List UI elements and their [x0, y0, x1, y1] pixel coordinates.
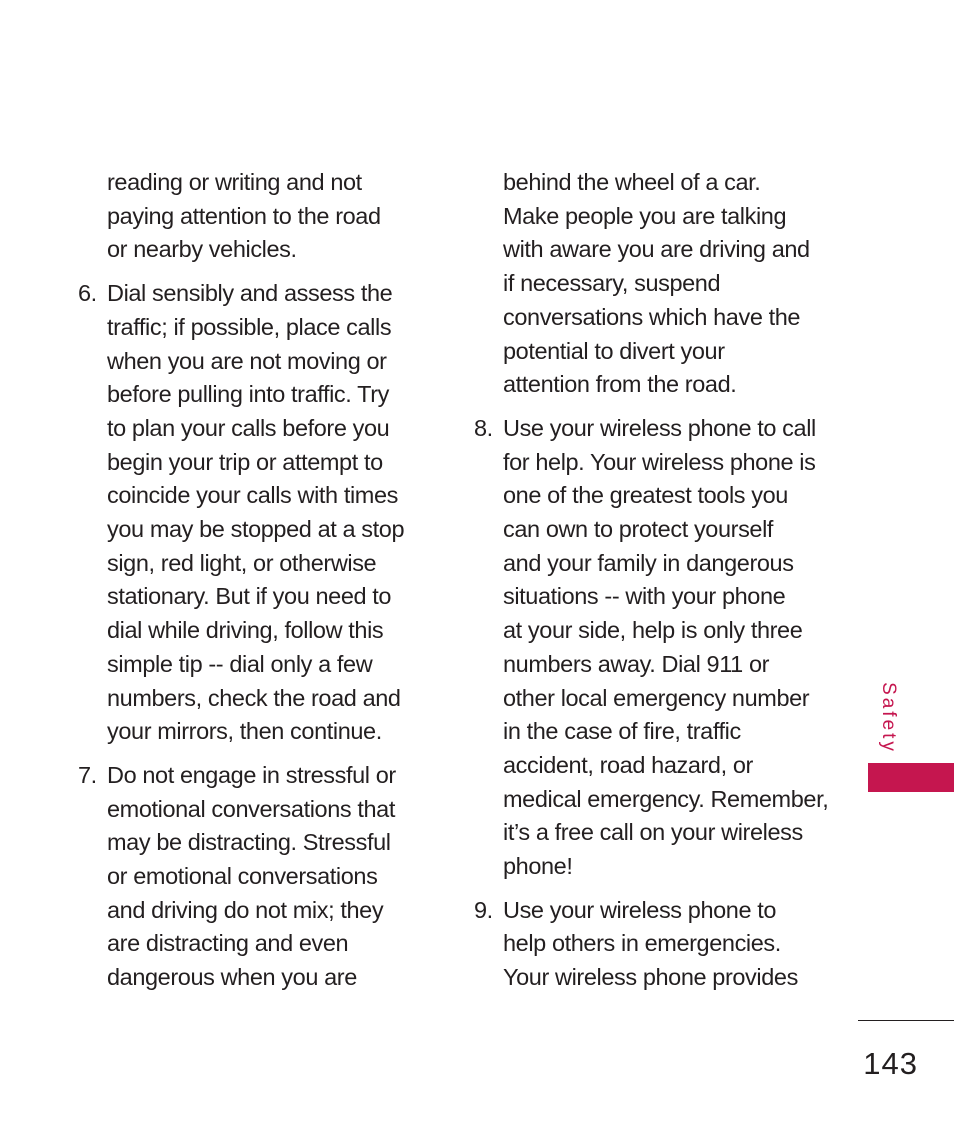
- section-tab-marker: [868, 763, 954, 792]
- section-tab-label: [868, 678, 908, 758]
- footer-divider: [858, 1020, 954, 1021]
- section-tab-text: Safety: [878, 682, 899, 754]
- list-item-9: [474, 894, 834, 995]
- item-text: Dial sensibly and assess the traffic; if possible, place calls when you are not moving or before pulling into traffic. Try to plan your calls before you begin your trip or attempt to coincide your calls with times you may be stopped at a stop sign, red light, or otherwise stationary. But if you need to dial while driving, follow this simple tip -- dial only a few numbers, check the road and your mirrors, then continue.: [107, 280, 405, 745]
- right-column: [474, 166, 834, 1005]
- list-item-8: [474, 412, 834, 884]
- item-text: Do not engage in stressful or emotional conversations that may be distracting. Stressful or emotional conversations and driving do not mix; they are distracting and even dangerous when you are: [107, 761, 396, 991]
- continuation-text: reading or writing and not paying attention to the road or nearby vehicles.: [107, 169, 381, 263]
- item-number: 7.: [78, 761, 97, 788]
- item-text: Use your wireless phone to help others in emergencies. Your wireless phone provides: [503, 896, 798, 991]
- item-text: Use your wireless phone to call for help. Your wireless phone is one of the greatest tools you can own to protect yourself and your family in dangerous situations -- with your phone at your side, help is only three numbers away. Dial 911 or other local emergency number in the case of fire, traffic accident, road hazard, or medical emergency. Remember, it’s a free call on your wireless phone!: [503, 414, 829, 880]
- page-number: 143: [863, 1046, 918, 1081]
- item-number: 6.: [78, 280, 97, 307]
- list-item-6: [78, 277, 438, 749]
- item-number: 8.: [474, 414, 493, 441]
- item-number: 9.: [474, 896, 493, 923]
- list-item-7: [78, 759, 438, 995]
- continuation-text: behind the wheel of a car. Make people you are talking with aware you are driving and if necessary, suspend conversations which have the potential to divert your attention from the road.: [503, 169, 810, 398]
- left-column: [78, 166, 438, 1005]
